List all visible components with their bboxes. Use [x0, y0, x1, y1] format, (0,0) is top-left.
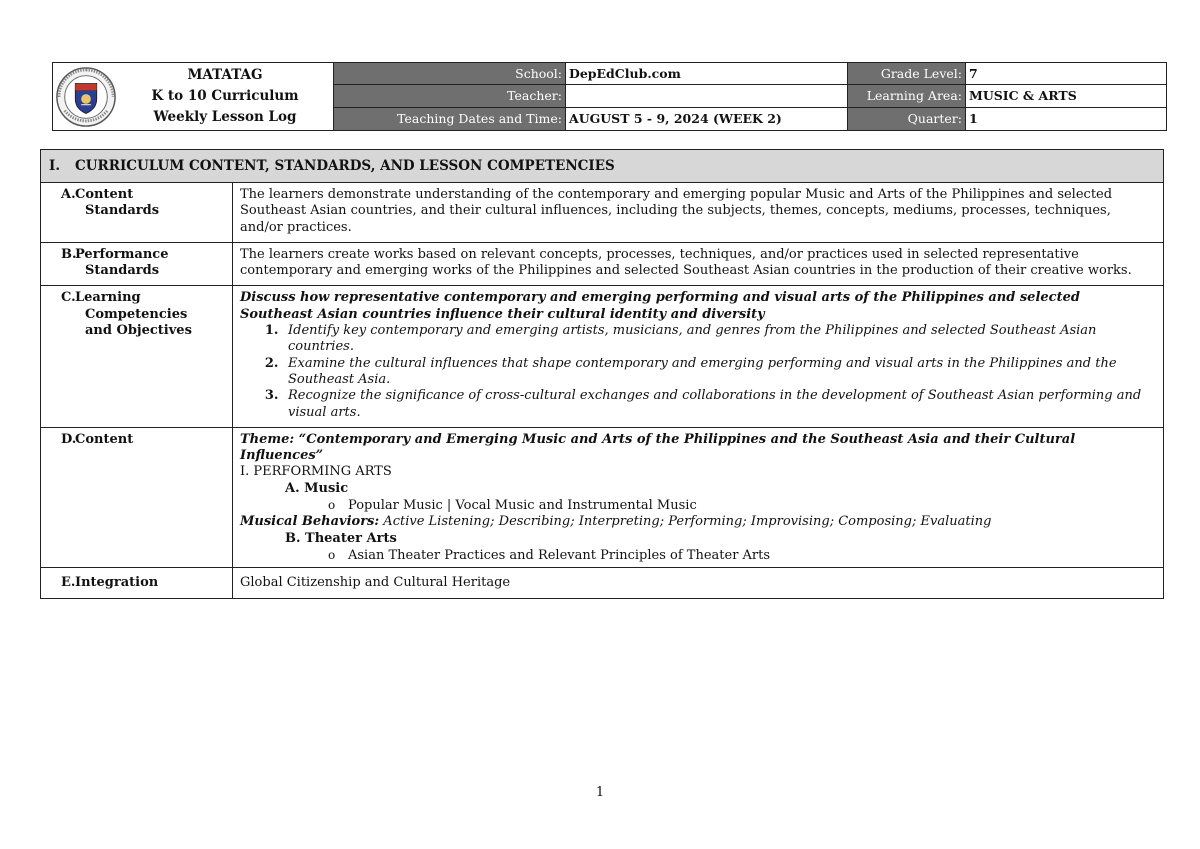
music-item-text: Popular Music | Vocal Music and Instrumental Music [348, 498, 697, 514]
label-line: Learning [75, 290, 141, 306]
label-line: Standards [85, 263, 160, 279]
header-titles [117, 65, 333, 128]
learning-competencies-row [41, 286, 1164, 427]
section-number: I. [49, 157, 61, 174]
header-title-line3: Weekly Lesson Log [153, 109, 297, 125]
section-header [41, 150, 1164, 183]
content-label [41, 427, 233, 567]
performance-standards-row [41, 242, 1164, 286]
row-letter: C. [61, 290, 76, 306]
learning-area-label: Learning Area: [848, 85, 966, 107]
row-letter: A. [61, 187, 76, 202]
header-fields-grid [334, 63, 1166, 130]
learning-area-field[interactable]: MUSIC & ARTS [966, 85, 1166, 107]
row-letter: E. [61, 575, 76, 591]
objective-item: 2. Examine the cultural influences that shape contemporary and emerging performing and visual arts in the Philippines and the Southeast Asia. [283, 356, 1156, 389]
header-title-line2: K to 10 Curriculum [151, 88, 299, 104]
lesson-log-header [52, 62, 1167, 131]
integration-label [41, 568, 233, 599]
section-title: CURRICULUM CONTENT, STANDARDS, AND LESSON COMPETENCIES [75, 157, 615, 174]
objective-item: 1. Identify key contemporary and emerging artists, musicians, and genres from the Philippines and selected Southeast Asian countries. [283, 323, 1156, 356]
musical-behaviors-text: Active Listening; Describing; Interpreting; Performing; Improvising; Composing; Evaluating [379, 514, 992, 530]
section-header-row [41, 150, 1164, 183]
label-line: Performance [75, 246, 169, 262]
quarter-field[interactable]: 1 [969, 111, 978, 127]
music-list-item [240, 497, 1156, 514]
label-line: Integration [75, 575, 159, 591]
integration-row [41, 568, 1164, 599]
header-title-line1: MATATAG [187, 67, 263, 83]
teaching-dates-field[interactable]: AUGUST 5 - 9, 2024 (WEEK 2) [566, 108, 848, 130]
competency-statement: Discuss how representative contemporary and emerging performing and visual arts of the Philippines and selected Southeast Asian countries influence their cultural identity and diversity [240, 290, 1080, 322]
integration-text: Global Citizenship and Cultural Heritage [233, 568, 1164, 599]
performing-arts-heading: I. PERFORMING ARTS [240, 464, 392, 480]
content-row [41, 427, 1164, 567]
teaching-dates-label: Teaching Dates and Time: [334, 108, 566, 130]
grade-level-field[interactable]: 7 [966, 63, 1166, 85]
label-line: Content [75, 431, 134, 447]
content-details [233, 427, 1164, 567]
label-line: and Objectives [85, 323, 192, 339]
musical-behaviors-label: Musical Behaviors: [240, 514, 380, 530]
row-letter: D. [61, 431, 77, 447]
label-line: Standards [85, 203, 160, 219]
grade-level-label: Grade Level: [848, 63, 966, 85]
performance-standards-text: The learners create works based on relevant concepts, processes, techniques, and/or practices used in selected representative contemporary and emerging works of the Philippines and selected Southeast Asian countries in the production of their creative works. [233, 242, 1164, 286]
page-number: 1 [595, 785, 605, 800]
content-standards-text: The learners demonstrate understanding of the contemporary and emerging popular Music and Arts of the Philippines and selected Southeast Asian countries, and their cultural influences, including the subjects, themes, concepts, mediums, processes, techniques, and/or practices. [233, 183, 1164, 243]
theater-item-text: Asian Theater Practices and Relevant Principles of Theater Arts [348, 547, 771, 563]
curriculum-table [40, 149, 1164, 599]
learning-competencies-content [233, 286, 1164, 427]
music-subheading: A. Music [285, 480, 349, 496]
content-theme: Theme: “Contemporary and Emerging Music and Arts of the Philippines and the Southeast Asia and their Cultural Influences” [240, 431, 1076, 464]
learning-competencies-label [41, 286, 233, 427]
label-line: Content [75, 187, 134, 202]
bullet-icon: o [328, 547, 336, 562]
musical-behaviors [240, 514, 1156, 530]
objectives-list [240, 323, 1156, 421]
school-label: School: [334, 63, 566, 85]
theater-arts-subheading: B. Theater Arts [285, 530, 397, 546]
theater-list-item [240, 547, 1156, 564]
deped-seal-icon [55, 66, 117, 128]
performance-standards-label [41, 242, 233, 286]
label-line: Competencies [85, 306, 188, 322]
bullet-icon: o [328, 498, 336, 513]
content-standards-label [41, 183, 233, 243]
teacher-field[interactable] [566, 85, 848, 107]
header-title-block [53, 63, 334, 130]
objective-item: 3. Recognize the significance of cross-cultural exchanges and collaborations in the development of Southeast Asian performing and visual arts. [283, 388, 1156, 421]
row-letter: B. [61, 246, 77, 262]
content-standards-row [41, 183, 1164, 243]
teacher-label: Teacher: [334, 85, 566, 107]
school-field[interactable]: DepEdClub.com [566, 63, 848, 85]
quarter-label: Quarter: [848, 108, 966, 130]
